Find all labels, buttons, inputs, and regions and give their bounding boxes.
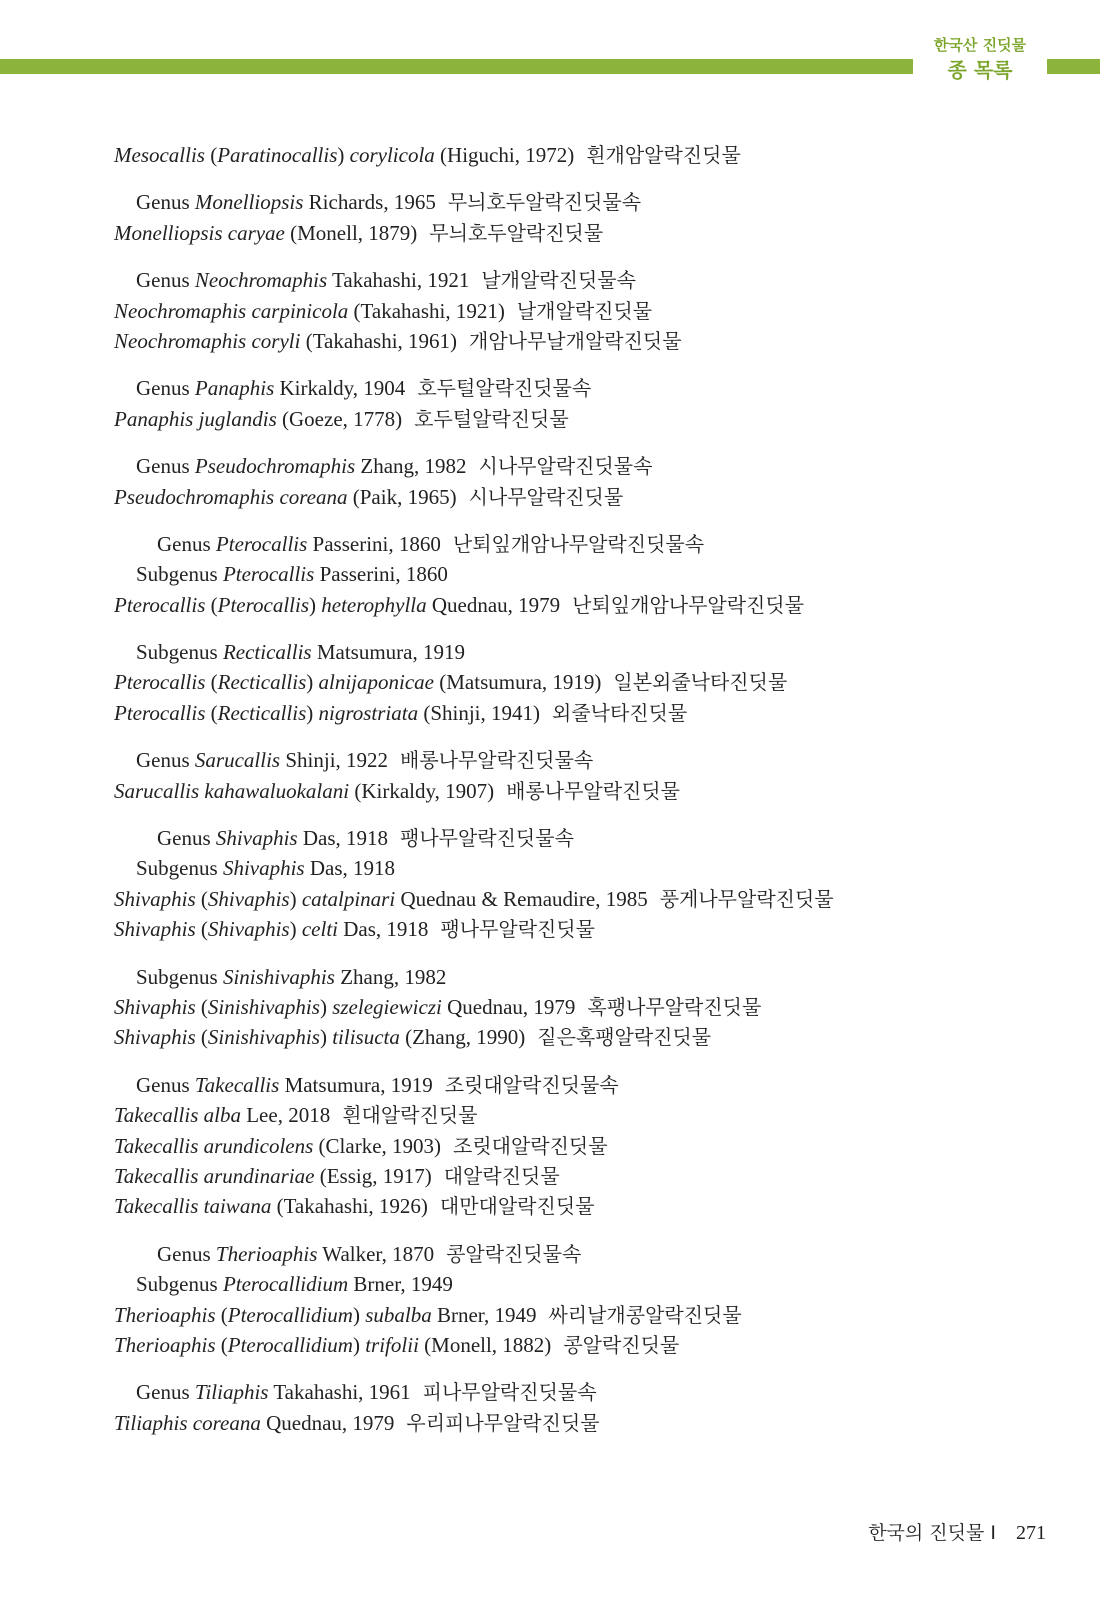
scientific-name: Pterocallis <box>222 562 315 587</box>
group-gap <box>114 356 1074 373</box>
scientific-name: Shivaphis <box>215 826 298 851</box>
authority-text: Quednau, 1979 <box>441 994 576 1019</box>
scientific-name: Recticallis <box>222 640 312 665</box>
scientific-name: Shivaphis <box>114 886 196 911</box>
scientific-name: Neochromaphis <box>194 268 328 293</box>
scientific-name: alnijaponicae <box>318 670 434 695</box>
genus-line <box>114 1239 1074 1269</box>
authority-text: (Takahashi, 1926) <box>271 1194 428 1219</box>
species-line <box>114 1022 1074 1052</box>
genus-line <box>114 1377 1074 1407</box>
scientific-name: Tiliaphis <box>194 1380 269 1405</box>
authority-text: Genus <box>136 190 195 215</box>
authority-text: Genus <box>136 376 195 401</box>
section-label-line1: 한국산 진딧물 <box>933 36 1027 54</box>
page-number: 271 <box>1016 1522 1046 1544</box>
genus-line <box>114 373 1074 403</box>
scientific-name: Sinishivaphis <box>222 964 335 989</box>
korean-name: 풍게나무알락진딧물 <box>659 886 834 911</box>
korean-name: 배롱나무알락진딧물 <box>506 778 680 803</box>
korean-name: 조릿대알락진딧물 <box>453 1133 608 1158</box>
genus-line <box>114 529 1074 559</box>
authority-text: (Takahashi, 1921) <box>348 298 505 323</box>
authority-text: (Zhang, 1990) <box>399 1025 526 1050</box>
scientific-name: Pterocallis <box>114 592 206 617</box>
authority-text: (Kirkaldy, 1907) <box>349 778 495 803</box>
species-line <box>114 992 1074 1022</box>
korean-name: 무늬호두알락진딧물속 <box>447 190 642 215</box>
scientific-name: Recticallis <box>217 670 307 695</box>
authority-text: Quednau, 1979 <box>426 592 561 617</box>
scientific-name: Takecallis <box>194 1072 280 1097</box>
species-line <box>114 1161 1074 1191</box>
authority-text: Matsumura, 1919 <box>311 640 465 665</box>
scientific-name: trifolii <box>365 1332 419 1357</box>
authority-text: (Paik, 1965) <box>347 484 457 509</box>
authority-text: Brner, 1949 <box>348 1272 453 1297</box>
authority-text: (Higuchi, 1972) <box>434 143 575 167</box>
authority-text: Zhang, 1982 <box>355 454 467 479</box>
authority-text: Genus <box>136 748 195 773</box>
authority-text: ( <box>215 1302 228 1327</box>
authority-text: ) <box>319 994 333 1019</box>
authority-text: ) <box>306 700 319 725</box>
species-line <box>114 884 1074 914</box>
species-line <box>114 698 1074 728</box>
authority-text: ( <box>195 1025 208 1050</box>
scientific-name: Takecallis arundicolens <box>114 1133 314 1158</box>
korean-name: 흰대알락진딧물 <box>342 1103 478 1128</box>
authority-text: Walker, 1870 <box>317 1241 435 1266</box>
authority-text: Subgenus <box>136 856 223 881</box>
header-rule-right <box>1047 59 1100 74</box>
korean-name: 피나무알락진딧물속 <box>422 1380 597 1405</box>
authority-text: Genus <box>136 454 195 479</box>
korean-name: 난퇴잎개암나무알락진딧물속 <box>452 531 705 556</box>
authority-text: Passerini, 1860 <box>314 562 448 587</box>
korean-name: 날개알락진딧물 <box>516 298 653 323</box>
authority-text: Kirkaldy, 1904 <box>274 376 406 401</box>
korean-name: 날개알락진딧물속 <box>481 268 636 293</box>
scientific-name: Neochromaphis carpinicola <box>114 298 349 323</box>
authority-text: Takahashi, 1961 <box>268 1380 411 1405</box>
authority-text: Shinji, 1922 <box>280 748 389 773</box>
korean-name: 대만대알락진딧물 <box>439 1194 595 1219</box>
scientific-name: Pterocallidium <box>227 1302 353 1327</box>
group-gap <box>114 806 1074 823</box>
genus-line <box>114 745 1074 775</box>
korean-name: 외줄낙타진딧물 <box>552 700 688 725</box>
section-label-line2: 종 목록 <box>947 58 1013 82</box>
species-line <box>114 1191 1074 1221</box>
authority-text: (Monell, 1882) <box>418 1332 552 1357</box>
scientific-name: Pterocallidium <box>222 1272 349 1297</box>
scientific-name: tilisucta <box>332 1025 400 1050</box>
scientific-name: Panaphis juglandis <box>114 406 277 431</box>
group-gap <box>114 620 1074 637</box>
scientific-name: Sarucallis kahawaluokalani <box>114 778 350 803</box>
korean-name: 배롱나무알락진딧물속 <box>400 748 594 773</box>
scientific-name: Pterocallis <box>215 531 308 556</box>
authority-text: ) <box>352 1332 366 1357</box>
scientific-name: Pseudochromaphis coreana <box>114 484 348 509</box>
scientific-name: Shivaphis <box>207 917 290 942</box>
group-gap <box>114 434 1074 451</box>
authority-text: (Takahashi, 1961) <box>300 328 458 353</box>
species-line <box>114 914 1074 944</box>
korean-name: 조릿대알락진딧물속 <box>444 1072 619 1097</box>
scientific-name: Monelliopsis <box>194 190 304 215</box>
species-line <box>114 404 1074 434</box>
authority-text: ( <box>205 700 218 725</box>
scientific-name: Shivaphis <box>114 917 196 942</box>
scientific-name: Mesocallis <box>114 143 205 167</box>
korean-name: 우리피나무알락진딧물 <box>406 1410 600 1435</box>
subgenus-line <box>114 853 1074 883</box>
authority-text: Subgenus <box>136 964 223 989</box>
scientific-name: Tiliaphis coreana <box>114 1410 261 1435</box>
authority-text: Genus <box>157 531 216 556</box>
scientific-name: nigrostriata <box>318 700 419 725</box>
scientific-name: Pterocallis <box>114 700 206 725</box>
authority-text: Quednau, 1979 <box>260 1410 395 1435</box>
scientific-name: Sarucallis <box>194 748 281 773</box>
scientific-name: Therioaphis <box>114 1302 216 1327</box>
authority-text: Lee, 2018 <box>240 1103 331 1128</box>
authority-text: Subgenus <box>136 1272 223 1297</box>
authority-text: Brner, 1949 <box>431 1302 537 1327</box>
authority-text: ( <box>195 917 208 942</box>
scientific-name: heterophylla <box>321 592 427 617</box>
species-line <box>114 1100 1074 1130</box>
scientific-name: Sinishivaphis <box>207 994 320 1019</box>
scientific-name: Takecallis alba <box>114 1103 241 1128</box>
authority-text: Genus <box>136 1072 195 1097</box>
korean-name: 싸리날개콩알락진딧물 <box>548 1302 742 1327</box>
authority-text: Das, 1918 <box>304 856 396 881</box>
authority-text: Richards, 1965 <box>303 190 436 215</box>
scientific-name: Shivaphis <box>222 856 305 881</box>
authority-text: ( <box>205 670 218 695</box>
authority-text: Subgenus <box>136 640 223 665</box>
authority-text: ) <box>289 917 302 942</box>
authority-text: (Essig, 1917) <box>314 1163 432 1188</box>
scientific-name: Neochromaphis coryli <box>114 328 301 353</box>
authority-text: Matsumura, 1919 <box>279 1072 433 1097</box>
subgenus-line <box>114 962 1074 992</box>
authority-text: ( <box>195 994 208 1019</box>
scientific-name: celti <box>301 917 338 942</box>
korean-name: 대알락진딧물 <box>443 1163 560 1188</box>
scientific-name: Shivaphis <box>114 994 196 1019</box>
authority-text: Zhang, 1982 <box>334 964 447 989</box>
authority-text: Genus <box>136 268 195 293</box>
authority-text: ) <box>309 592 322 617</box>
header-rule-left <box>0 59 913 74</box>
authority-text: ) <box>337 143 350 167</box>
scientific-name: Pterocallidium <box>227 1332 353 1357</box>
species-line <box>114 1330 1074 1360</box>
korean-name: 팽나무알락진딧물 <box>440 917 595 942</box>
genus-line <box>114 187 1074 217</box>
authority-text: Genus <box>157 826 216 851</box>
subgenus-line <box>114 637 1074 667</box>
scientific-name: corylicola <box>349 143 435 167</box>
authority-text: Passerini, 1860 <box>307 531 441 556</box>
scientific-name: Pterocallis <box>217 592 309 617</box>
group-gap <box>114 170 1074 187</box>
korean-name: 콩알락진딧물속 <box>446 1241 582 1266</box>
scientific-name: Therioaphis <box>215 1241 318 1266</box>
species-line <box>114 776 1074 806</box>
korean-name: 흰개암알락진딧물 <box>586 143 741 167</box>
scientific-name: subalba <box>365 1302 432 1327</box>
korean-name: 무늬호두알락진딧물 <box>429 220 604 245</box>
korean-name: 콩알락진딧물 <box>563 1332 680 1357</box>
korean-name: 난퇴잎개암나무알락진딧물 <box>572 592 805 617</box>
authority-text: Takahashi, 1921 <box>327 268 470 293</box>
genus-line <box>114 823 1074 853</box>
group-gap <box>114 1053 1074 1070</box>
authority-text: ( <box>205 592 218 617</box>
authority-text: Das, 1918 <box>338 917 429 942</box>
korean-name: 호두털알락진딧물속 <box>417 376 592 401</box>
korean-name: 일본외줄낙타진딧물 <box>613 670 788 695</box>
species-line <box>114 218 1074 248</box>
genus-line <box>114 451 1074 481</box>
scientific-name: Paratinocallis <box>217 143 338 167</box>
authority-text: Genus <box>157 1241 216 1266</box>
scientific-name: szelegiewiczi <box>332 994 442 1019</box>
scientific-name: Shivaphis <box>114 1025 196 1050</box>
species-list <box>114 140 1074 1438</box>
korean-name: 혹팽나무알락진딧물 <box>587 994 762 1019</box>
authority-text: ) <box>352 1302 366 1327</box>
scientific-name: Panaphis <box>194 376 275 401</box>
scientific-name: Shivaphis <box>207 886 290 911</box>
genus-line <box>114 265 1074 295</box>
scientific-name: Monelliopsis caryae <box>114 220 285 245</box>
scientific-name: Sinishivaphis <box>207 1025 320 1050</box>
scientific-name: Takecallis taiwana <box>114 1194 272 1219</box>
subgenus-line <box>114 1269 1074 1299</box>
section-label <box>920 34 1040 84</box>
book-title: 한국의 진딧물 I <box>868 1522 996 1544</box>
authority-text: ) <box>319 1025 333 1050</box>
korean-name: 호두털알락진딧물 <box>414 406 569 431</box>
species-line <box>114 1131 1074 1161</box>
korean-name: 시나무알락진딧물속 <box>478 454 653 479</box>
species-line <box>114 590 1074 620</box>
scientific-name: Therioaphis <box>114 1332 216 1357</box>
species-line <box>114 1408 1074 1438</box>
scientific-name: Pterocallis <box>114 670 206 695</box>
authority-text: ( <box>204 143 218 167</box>
scientific-name: Pseudochromaphis <box>194 454 356 479</box>
authority-text: (Shinji, 1941) <box>418 700 541 725</box>
authority-text: ( <box>215 1332 228 1357</box>
authority-text: (Matsumura, 1919) <box>434 670 602 695</box>
group-gap <box>114 945 1074 962</box>
group-gap <box>114 728 1074 745</box>
scientific-name: Recticallis <box>217 700 307 725</box>
korean-name: 시나무알락진딧물 <box>468 484 624 509</box>
group-gap <box>114 248 1074 265</box>
authority-text: ) <box>289 886 302 911</box>
korean-name: 짙은혹팽알락진딧물 <box>537 1025 712 1050</box>
species-line <box>114 1300 1074 1330</box>
korean-name: 개암나무날개알락진딧물 <box>469 328 682 353</box>
species-line <box>114 326 1074 356</box>
authority-text: (Monell, 1879) <box>284 220 418 245</box>
species-line <box>114 482 1074 512</box>
genus-line <box>114 1070 1074 1100</box>
group-gap <box>114 1360 1074 1377</box>
scientific-name: catalpinari <box>301 886 396 911</box>
page-footer <box>868 1518 1046 1545</box>
authority-text: Subgenus <box>136 562 223 587</box>
authority-text: ) <box>306 670 319 695</box>
authority-text: (Goeze, 1778) <box>276 406 403 431</box>
korean-name: 팽나무알락진딧물속 <box>400 826 574 851</box>
authority-text: Quednau & Remaudire, 1985 <box>395 886 648 911</box>
subgenus-line <box>114 559 1074 589</box>
group-gap <box>114 1222 1074 1239</box>
authority-text: ( <box>195 886 208 911</box>
species-line <box>114 140 1074 170</box>
authority-text: (Clarke, 1903) <box>313 1133 442 1158</box>
species-line <box>114 296 1074 326</box>
authority-text: Das, 1918 <box>297 826 389 851</box>
authority-text: Genus <box>136 1380 195 1405</box>
scientific-name: Takecallis arundinariae <box>114 1163 315 1188</box>
species-line <box>114 667 1074 697</box>
group-gap <box>114 512 1074 529</box>
